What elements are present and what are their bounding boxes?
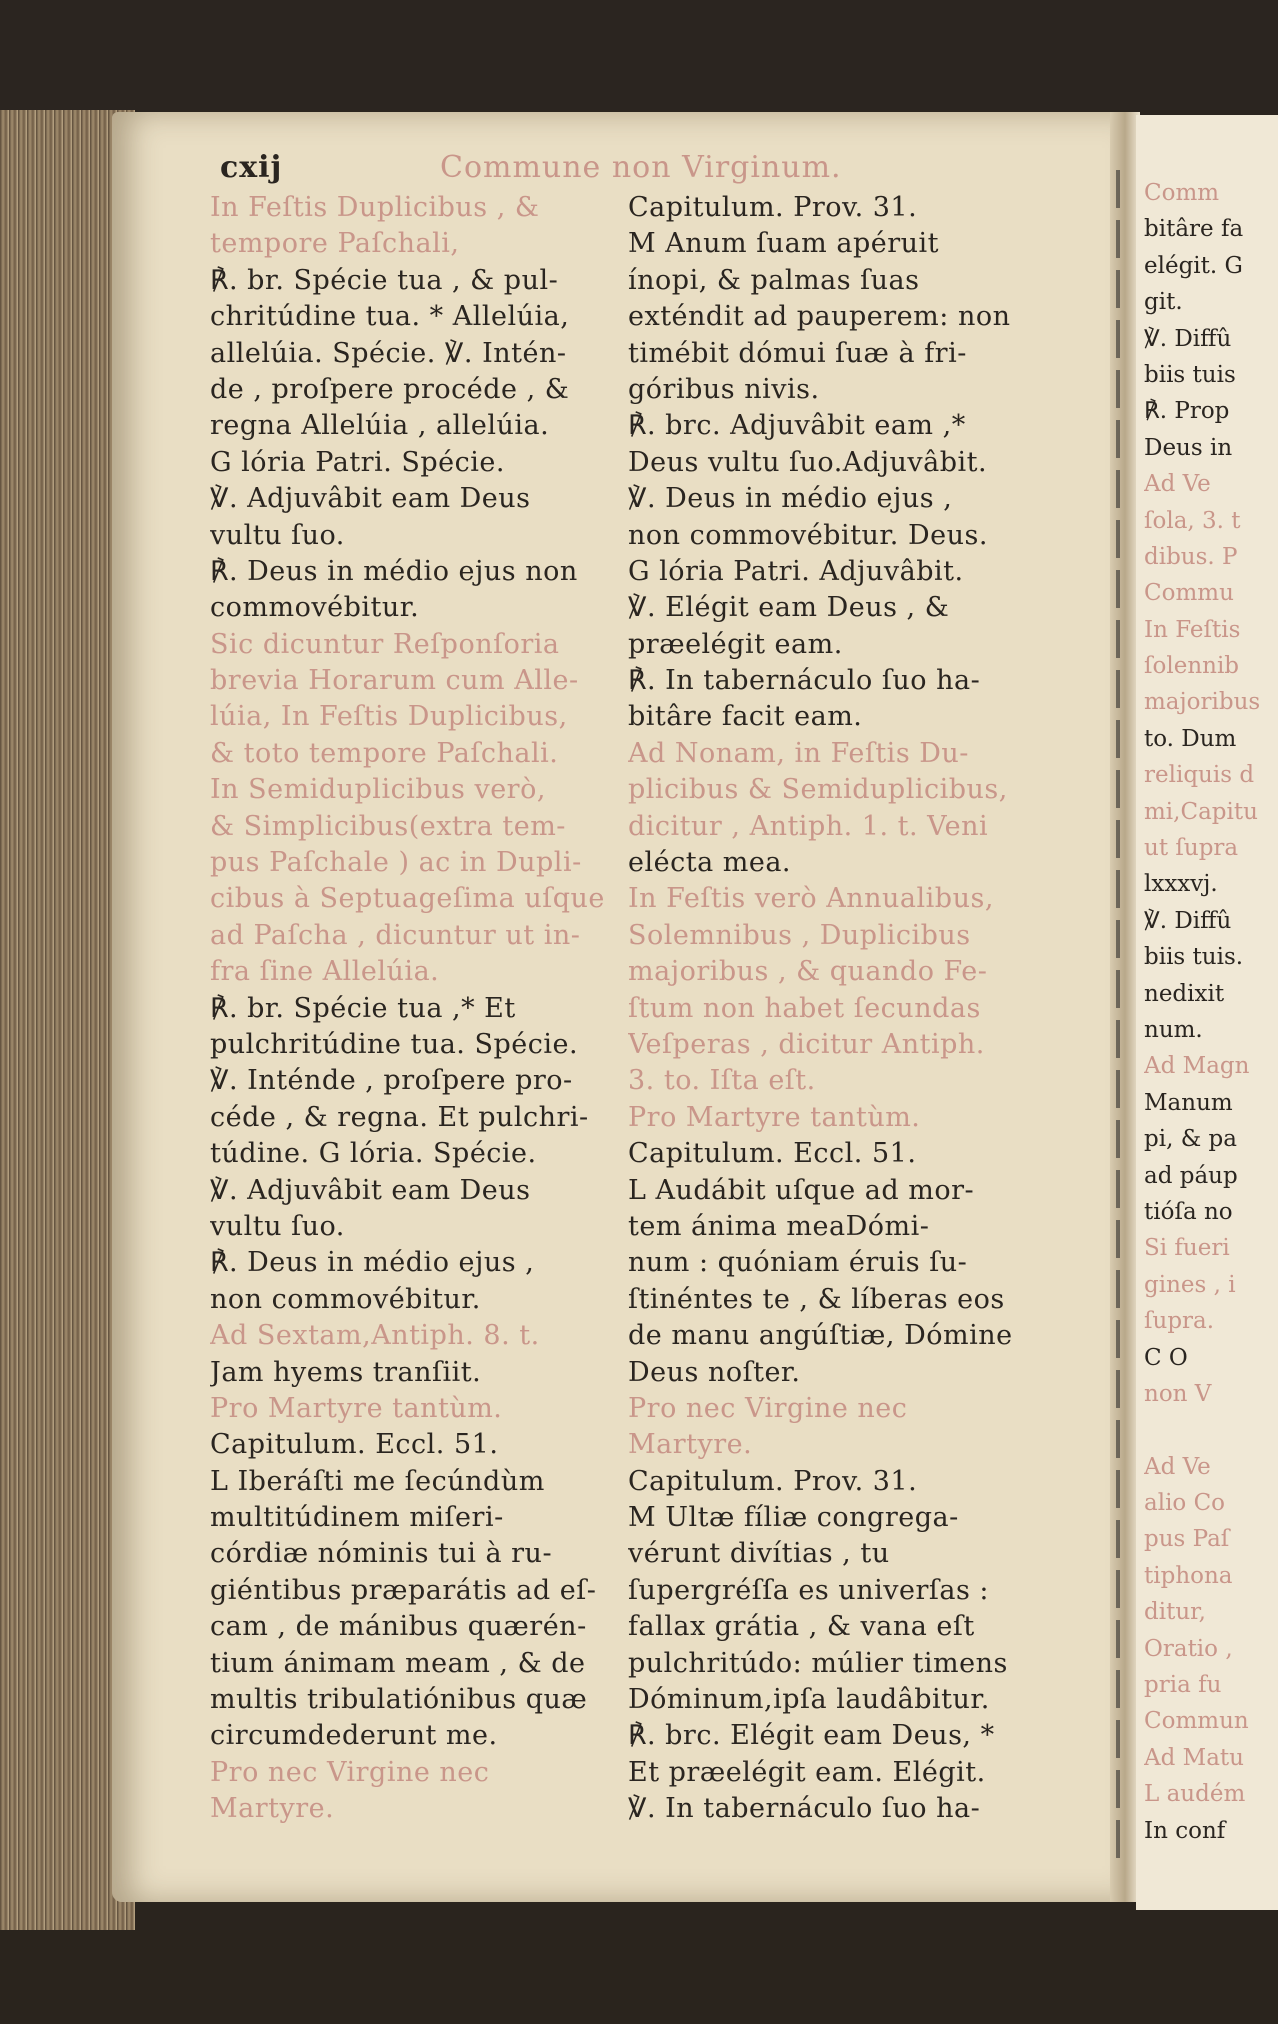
right-column-line: vérunt divítias , tu <box>628 1538 890 1570</box>
next-page-line: In conf <box>1144 1817 1226 1844</box>
right-column-line: In Feſtis verò Annualibus, <box>628 883 994 915</box>
next-page-line: git. <box>1144 289 1183 316</box>
next-page-line: Manum <box>1144 1089 1233 1116</box>
left-column-line: In Semiduplicibus verò, <box>210 774 546 806</box>
left-column-line: lúia, In Feſtis Duplicibus, <box>210 701 568 733</box>
left-column-line: ℟. Deus in médio ejus non <box>210 555 578 587</box>
left-column-line: ℣. Adjuvâbit eam Deus <box>210 1174 531 1206</box>
right-column-line: exténdit ad pauperem: non <box>628 301 1011 333</box>
left-text-column <box>210 190 610 1828</box>
right-column-line: Martyre. <box>628 1429 753 1461</box>
next-page-line: tiphona <box>1144 1562 1233 1589</box>
page-edge-line <box>1116 170 1120 1870</box>
right-column-line: de manu angúſtiæ, Dómine <box>628 1320 1013 1352</box>
right-column-line: præelégit eam. <box>628 628 843 660</box>
right-column-line: timébit dómui ſuæ à fri- <box>628 337 967 369</box>
book-page-right <box>1136 115 1278 1910</box>
right-column-line: Capitulum. Eccl. 51. <box>628 1138 917 1170</box>
next-page-line: ut ſupra <box>1144 835 1239 862</box>
next-page-line: pus Paſ <box>1144 1526 1230 1553</box>
left-column-line: circumdederunt me. <box>210 1720 498 1752</box>
running-title: Commune non Virginum. <box>440 150 842 185</box>
left-column-line: ℣. Inténde , proſpere pro- <box>210 1065 573 1097</box>
next-page-line: reliquis d <box>1144 762 1255 789</box>
left-column-line: de , proſpere procéde , & <box>210 373 570 405</box>
next-page-line: C O <box>1144 1344 1188 1371</box>
left-column-line: ℟. Deus in médio ejus , <box>210 1247 535 1279</box>
folio-number: cxij <box>220 150 283 185</box>
left-column-line: In Feſtis Duplicibus , & <box>210 192 540 223</box>
right-column-line: ℣. In tabernáculo ſuo ha- <box>628 1793 981 1825</box>
left-column-line: non commovébitur. <box>210 1283 481 1315</box>
right-column-line: majoribus , & quando Fe- <box>628 956 988 988</box>
next-page-line: dibus. P <box>1144 543 1238 570</box>
left-column-line: cibus à Septuageſima uſque <box>210 883 605 915</box>
right-column-line: ℟. brc. Adjuvâbit eam ,* <box>628 410 966 442</box>
left-column-line: chritúdine tua. * Allelúia, <box>210 301 570 333</box>
next-page-line: lxxxvj. <box>1144 871 1218 898</box>
next-page-line: ℣. Diffû <box>1144 907 1232 934</box>
left-column-line: céde , & regna. Et pulchri- <box>210 1101 589 1133</box>
left-column-line: Martyre. <box>210 1793 335 1825</box>
next-page-line: Ad Ve <box>1144 471 1211 498</box>
next-page-line: gines , i <box>1144 1271 1236 1298</box>
right-column-line: Capitulum. Prov. 31. <box>628 192 918 223</box>
next-page-line: Ad Magn <box>1144 1053 1250 1080</box>
next-page-line: ad páup <box>1144 1162 1238 1189</box>
next-page-line: mi,Capitu <box>1144 798 1258 825</box>
right-column-line: góribus nivis. <box>628 373 820 405</box>
next-page-line <box>1144 1412 1278 1448</box>
right-column-line: L Audábit uſque ad mor- <box>628 1174 975 1206</box>
next-page-line: ditur, <box>1144 1599 1206 1626</box>
left-column-line: L Iberáſti me ſecúndùm <box>210 1465 545 1497</box>
left-column-line: Pro Martyre tantùm. <box>210 1392 503 1424</box>
right-column-line: pulchritúdo: múlier timens <box>628 1647 1008 1679</box>
next-page-line: Comm <box>1144 180 1220 206</box>
left-column-line: regna Allelúia , allelúia. <box>210 410 550 442</box>
next-page-line: nedixit <box>1144 980 1225 1007</box>
next-page-line: ℟. Prop <box>1144 398 1230 425</box>
next-page-line: alio Co <box>1144 1490 1226 1517</box>
next-page-column <box>1144 175 1278 1849</box>
right-column-line: 3. to. Iſta eſt. <box>628 1065 816 1097</box>
left-column-line: ad Paſcha , dicuntur ut in- <box>210 919 581 951</box>
left-column-line: tium ánimam meam , & de <box>210 1647 586 1679</box>
next-page-line: pria fu <box>1144 1672 1222 1699</box>
right-column-line: Deus vultu ſuo.Adjuvâbit. <box>628 446 988 478</box>
next-page-line: tióſa no <box>1144 1198 1233 1225</box>
right-column-line: Solemnibus , Duplicibus <box>628 919 971 951</box>
next-page-line: Ad Ve <box>1144 1453 1211 1480</box>
right-column-line: Pro nec Virgine nec <box>628 1392 908 1424</box>
right-column-line: non commovébitur. Deus. <box>628 519 988 551</box>
left-column-line: ℣. Adjuvâbit eam Deus <box>210 483 531 515</box>
left-column-line: túdine. G lória. Spécie. <box>210 1138 537 1170</box>
left-column-line: fra ſine Allelúia. <box>210 956 440 988</box>
next-page-line: L audém <box>1144 1781 1246 1808</box>
left-column-line: cam , de mánibus quærén- <box>210 1611 587 1643</box>
right-column-line: Capitulum. Prov. 31. <box>628 1465 918 1497</box>
next-page-line: pi, & pa <box>1144 1126 1237 1153</box>
right-column-line: bitâre facit eam. <box>628 701 863 733</box>
right-column-line: Pro Martyre tantùm. <box>628 1101 921 1133</box>
right-column-line: ℣. Deus in médio ejus , <box>628 483 953 515</box>
next-page-line: ſolennib <box>1144 653 1240 680</box>
left-column-line: Capitulum. Eccl. 51. <box>210 1429 499 1461</box>
left-column-line: & toto tempore Paſchali. <box>210 737 559 769</box>
left-column-line: & Simplicibus(extra tem- <box>210 810 566 842</box>
next-page-line: non V <box>1144 1380 1212 1407</box>
right-column-line: fallax grátia , & vana eſt <box>628 1611 975 1643</box>
next-page-line: Commun <box>1144 1708 1249 1735</box>
left-column-line: pulchritúdine tua. Spécie. <box>210 1028 579 1060</box>
left-column-line: Jam hyems tranſiit. <box>210 1356 482 1388</box>
right-column-line: ínopi, & palmas ſuas <box>628 264 920 296</box>
scan-background-top <box>0 0 1278 110</box>
left-column-line: Sic dicuntur Reſponſoria <box>210 628 560 660</box>
next-page-line: bitâre fa <box>1144 216 1244 243</box>
left-column-line: vultu ſuo. <box>210 1210 345 1242</box>
right-column-line: ℟. brc. Elégit eam Deus, * <box>628 1720 995 1752</box>
scan-background-bottom <box>0 1930 1278 2024</box>
next-page-line: biis tuis <box>1144 361 1236 388</box>
next-page-line: elégit. G <box>1144 252 1243 279</box>
left-column-line: allelúia. Spécie. ℣. Intén- <box>210 337 567 369</box>
left-column-line: Pro nec Virgine nec <box>210 1756 490 1788</box>
next-page-line: Deus in <box>1144 434 1233 461</box>
right-text-column <box>628 190 1028 1828</box>
right-column-line: M Anum ſuam apéruit <box>628 228 939 260</box>
right-column-line: ℟. In tabernáculo ſuo ha- <box>628 665 981 697</box>
right-column-line: ſupergréſſa es univerſas : <box>628 1574 989 1606</box>
left-column-line: Ad Sextam,Antiph. 8. t. <box>210 1320 540 1352</box>
next-page-line: Ad Matu <box>1144 1744 1244 1771</box>
right-column-line: Veſperas , dicitur Antiph. <box>628 1028 985 1060</box>
page-header <box>220 150 1100 188</box>
next-page-line: Si fueri <box>1144 1235 1230 1262</box>
right-column-line: num : quóniam éruis ſu- <box>628 1247 968 1279</box>
next-page-line: majoribus <box>1144 689 1261 716</box>
left-column-line: multitúdinem miſeri- <box>210 1502 504 1534</box>
right-column-line: elécta mea. <box>628 847 792 879</box>
left-column-line: ℟. br. Spécie tua , & pul- <box>210 264 559 296</box>
left-column-line: multis tribulatiónibus quæ <box>210 1684 588 1716</box>
next-page-line: In Feſtis <box>1144 616 1241 643</box>
right-column-line: G lória Patri. Adjuvâbit. <box>628 555 964 587</box>
left-column-line: córdiæ nóminis tui à ru- <box>210 1538 553 1570</box>
left-column-line: giéntibus præparátis ad eſ- <box>210 1574 597 1606</box>
next-page-line: ſupra. <box>1144 1308 1215 1335</box>
right-column-line: Ad Nonam, in Feſtis Du- <box>628 737 969 769</box>
right-column-line: Deus noſter. <box>628 1356 801 1388</box>
right-column-line: ſtum non habet ſecundas <box>628 992 981 1024</box>
right-column-line: M Ultæ fíliæ congrega- <box>628 1502 959 1534</box>
right-column-line: dicitur , Antiph. 1. t. Veni <box>628 810 989 842</box>
left-column-line: commovébitur. <box>210 592 420 624</box>
next-page-line: Commu <box>1144 580 1234 607</box>
left-column-line: ℟. br. Spécie tua ,* Et <box>210 992 516 1024</box>
left-column-line: pus Paſchale ) ac in Dupli- <box>210 847 582 879</box>
next-page-line: num. <box>1144 1016 1203 1043</box>
next-page-line: Oratio , <box>1144 1635 1233 1662</box>
right-column-line: ℣. Elégit eam Deus , & <box>628 592 950 624</box>
right-column-line: Dóminum,ipſa laudâbitur. <box>628 1684 990 1716</box>
left-column-line: tempore Paſchali, <box>210 228 460 260</box>
right-column-line: Et præelégit eam. Elégit. <box>628 1756 986 1788</box>
right-column-line: plicibus & Semiduplicibus, <box>628 774 1008 806</box>
next-page-line: to. Dum <box>1144 725 1237 752</box>
next-page-line: biis tuis. <box>1144 944 1244 971</box>
left-column-line: vultu ſuo. <box>210 519 345 551</box>
right-column-line: ſtinéntes te , & líberas eos <box>628 1283 1005 1315</box>
left-column-line: G lória Patri. Spécie. <box>210 446 505 478</box>
right-column-line: tem ánima meaDómi- <box>628 1210 930 1242</box>
left-column-line: brevia Horarum cum Alle- <box>210 665 579 697</box>
next-page-line: ſola, 3. t <box>1144 507 1241 534</box>
next-page-line: ℣. Diffû <box>1144 325 1232 352</box>
